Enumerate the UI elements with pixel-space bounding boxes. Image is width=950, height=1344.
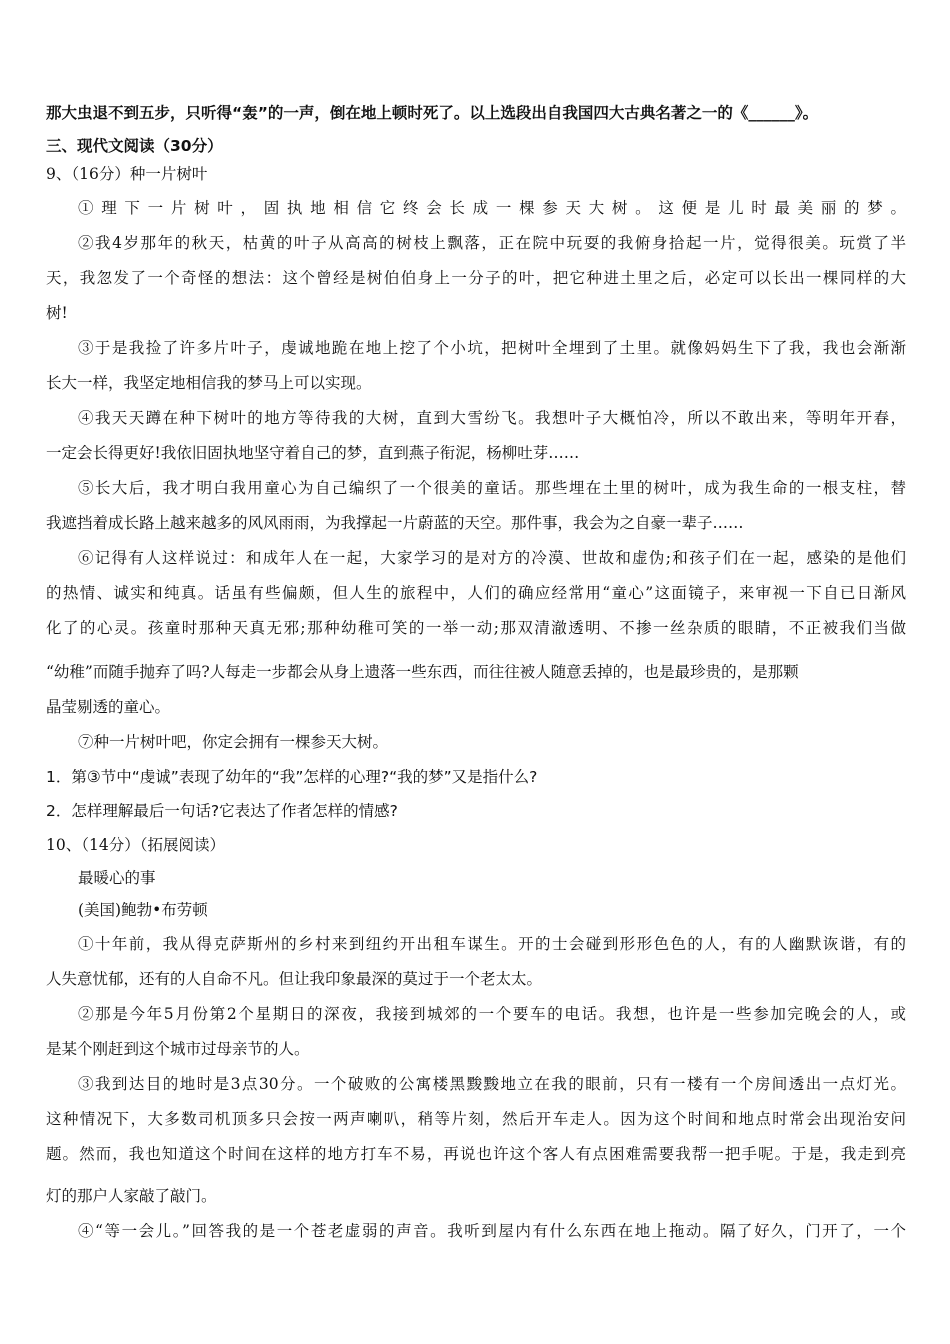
q10-paragraph-line: 题。然而，我也知道这个时间在这样的地方打车不易，再说也许这个客人有点困难需要我帮一把手呢。于是，我走到亮 — [46, 1145, 906, 1163]
q9-paragraph-line: ②我4岁那年的秋天，枯黄的叶子从高高的树枝上飘落，正在院中玩耍的我俯身拾起一片，觉得很美。玩赏了半 — [78, 234, 906, 252]
q9-heading: 9、（16分）种一片树叶 — [46, 165, 208, 183]
q9-paragraph-line: 一定会长得更好!我依旧固执地坚守着自己的梦，直到燕子衔泥，杨柳吐芽…… — [46, 444, 580, 462]
q9-paragraph-line: 化了的心灵。孩童时那种天真无邪;那种幼稚可笑的一举一动;那双清澈透明、不掺一丝杂质的眼睛，不正被我们当做 — [46, 619, 906, 637]
q9-paragraph-line: 我遮挡着成长路上越来越多的风风雨雨，为我撑起一片蔚蓝的天空。那件事，我会为之自豪一辈子…… — [46, 514, 744, 532]
q9-paragraph-line: ⑤长大后，我才明白我用童心为自己编织了一个很美的童话。那些埋在土里的树叶，成为我生命的一根支柱，替 — [78, 479, 906, 497]
q9-question-1: 1．第③节中“虔诚”表现了幼年的“我”怎样的心理?“我的梦”又是指什么? — [46, 768, 538, 786]
intro-line: 那大虫退不到五步，只听得“轰”的一声，倒在地上顿时死了。以上选段出自我国四大古典名著之一的《______》。 — [46, 104, 819, 122]
q10-paragraph-line: ①十年前，我从得克萨斯州的乡村来到纽约开出租车谋生。开的士会碰到形形色色的人，有的人幽默诙谐，有的 — [78, 935, 906, 953]
q10-paragraph-line: ②那是今年5月份第2个星期日的深夜，我接到城郊的一个要车的电话。我想，也许是一些参加完晚会的人，或 — [78, 1005, 906, 1023]
q10-article-title: 最暖心的事 — [78, 869, 156, 887]
q9-paragraph-line: ④我天天蹲在种下树叶的地方等待我的大树，直到大雪纷飞。我想叶子大概怕冷，所以不敢出来，等明年开春， — [78, 409, 906, 427]
q9-paragraph-line: 天，我忽发了一个奇怪的想法：这个曾经是树伯伯身上一分子的叶，把它种进土里之后，必定可以长出一棵同样的大 — [46, 269, 906, 287]
q9-paragraph-line: ③于是我捡了许多片叶子，虔诚地跪在地上挖了个小坑，把树叶全埋到了土里。就像妈妈生下了我，我也会渐渐 — [78, 339, 906, 357]
q10-heading: 10、（14分）（拓展阅读） — [46, 836, 225, 854]
q9-paragraph-line: ⑦种一片树叶吧，你定会拥有一棵参天大树。 — [78, 733, 389, 751]
q10-paragraph-line: ③我到达目的地时是3点30分。一个破败的公寓楼黑黢黢地立在我的眼前，只有一楼有一个房间透出一点灯光。 — [78, 1075, 906, 1093]
section-title: 三、现代文阅读（30分） — [46, 137, 223, 155]
q9-paragraph-line: 树! — [46, 304, 68, 322]
q9-question-2: 2．怎样理解最后一句话?它表达了作者怎样的情感? — [46, 802, 398, 820]
q9-paragraph-line: 长大一样，我坚定地相信我的梦马上可以实现。 — [46, 374, 372, 392]
q10-paragraph-line: 人失意忧郁，还有的人自命不凡。但让我印象最深的莫过于一个老太太。 — [46, 970, 543, 988]
q9-paragraph-line: ⑥记得有人这样说过：和成年人在一起，大家学习的是对方的冷漠、世故和虚伪;和孩子们在一起，感染的是他们 — [78, 549, 906, 567]
q10-paragraph-line: 灯的那户人家敲了敲门。 — [46, 1187, 217, 1205]
q9-paragraph-line: “幼稚”而随手抛弃了吗?人每走一步都会从身上遗落一些东西，而往往被人随意丢掉的，也是最珍贵的，是那颗 — [46, 663, 799, 681]
q9-paragraph-line: 的热情、诚实和纯真。话虽有些偏颇，但人生的旅程中，人们的确应经常用“童心”这面镜子，来审视一下自已日渐风 — [46, 584, 906, 602]
q10-paragraph-line: ④“等一会儿。”回答我的是一个苍老虚弱的声音。我听到屋内有什么东西在地上拖动。隔了好久，门开了，一个 — [78, 1222, 906, 1240]
q9-paragraph-line: ①理下一片树叶，固执地相信它终会长成一棵参天大树。这便是儿时最美丽的梦。 — [78, 199, 906, 217]
q10-article-author: (美国)鲍勃•布劳顿 — [78, 901, 208, 919]
q9-paragraph-line: 晶莹剔透的童心。 — [46, 698, 171, 716]
q10-paragraph-line: 是某个刚赶到这个城市过母亲节的人。 — [46, 1040, 310, 1058]
q10-paragraph-line: 这种情况下，大多数司机顶多只会按一两声喇叭，稍等片刻，然后开车走人。因为这个时间和地点时常会出现治安问 — [46, 1110, 906, 1128]
